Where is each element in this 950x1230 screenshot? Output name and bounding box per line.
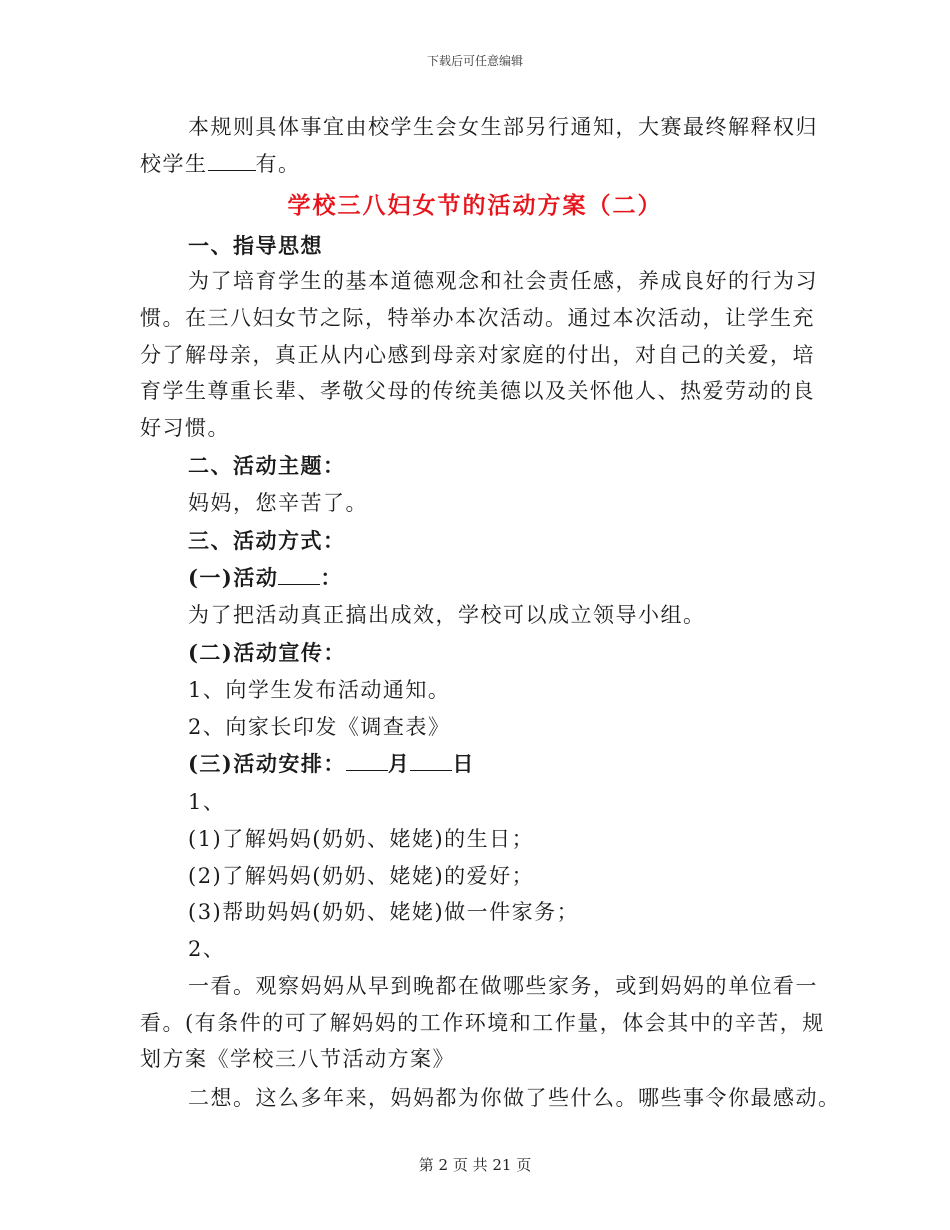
- page-footer: 第 2 页 共 21 页: [418, 1156, 532, 1174]
- fill-in-blank: [278, 566, 320, 585]
- text-fragment: 日: [452, 751, 475, 776]
- paragraph-line: 为了培育学生的基本道德观念和社会责任感，养成良好的行为习: [188, 269, 818, 293]
- heading-guiding-ideology: 一、指导思想: [188, 233, 323, 258]
- subheading-3: [188, 750, 475, 778]
- paragraph-line: 好习惯。: [140, 416, 230, 440]
- paragraph-line: 育学生尊重长辈、孝敬父母的传统美德以及关怀他人、热爱劳动的良: [140, 379, 815, 403]
- paragraph-line: 惯。在三八妇女节之际，特举办本次活动。通过本次活动，让学生充: [140, 306, 815, 330]
- list-item: (1)了解妈妈(奶奶、姥姥)的生日；: [188, 827, 535, 851]
- list-item: 2、向家长印发《调查表》: [188, 715, 451, 739]
- list-item: (2)了解妈妈(奶奶、姥姥)的爱好；: [188, 864, 535, 888]
- text-fragment: ：: [320, 565, 343, 590]
- text-fragment: 月: [387, 751, 411, 776]
- page-header: 下载后可任意编辑: [426, 54, 523, 68]
- list-item: 1、向学生发布活动通知。: [188, 678, 451, 702]
- paragraph-line: 看。(有条件的可了解妈妈的工作环境和工作量，体会其中的辛苦，规: [140, 1011, 825, 1035]
- paragraph-line: [140, 150, 301, 178]
- text-fragment: (三)活动安排：: [188, 751, 346, 776]
- paragraph-line: 划方案《学校三八节活动方案》: [140, 1047, 455, 1071]
- list-item: 2、: [188, 937, 226, 961]
- text-fragment: 有。: [255, 152, 301, 176]
- text-fragment: (一)活动: [188, 565, 279, 590]
- text-fragment: 校学生: [140, 152, 208, 176]
- fill-in-blank: [208, 152, 256, 171]
- heading-activity-theme: 二、活动主题：: [188, 453, 346, 478]
- paragraph-line: 二想。这么多年来，妈妈都为你做了些什么。哪些事令你最感动。: [188, 1086, 841, 1110]
- paragraph-line: 一看。观察妈妈从早到晚都在做哪些家务，或到妈妈的单位看一: [188, 974, 818, 998]
- paragraph-line: 本规则具体事宜由校学生会女生部另行通知，大赛最终解释权归: [188, 115, 818, 139]
- fill-in-blank: [346, 752, 388, 771]
- heading-activity-method: 三、活动方式：: [188, 528, 346, 553]
- list-item: 1、: [188, 790, 226, 814]
- list-item: (3)帮助妈妈(奶奶、姥姥)做一件家务；: [188, 900, 580, 924]
- subheading-2: (二)活动宣传：: [188, 640, 346, 665]
- section-title: 学校三八妇女节的活动方案（二）: [287, 192, 663, 219]
- theme-text: 妈妈，您辛苦了。: [188, 491, 368, 515]
- fill-in-blank: [410, 752, 452, 771]
- subheading-1: [188, 564, 343, 592]
- paragraph-line: 为了把活动真正搞出成效，学校可以成立领导小组。: [188, 603, 706, 627]
- paragraph-line: 分了解母亲，真正从内心感到母亲对家庭的付出，对自己的关爱，培: [140, 343, 815, 367]
